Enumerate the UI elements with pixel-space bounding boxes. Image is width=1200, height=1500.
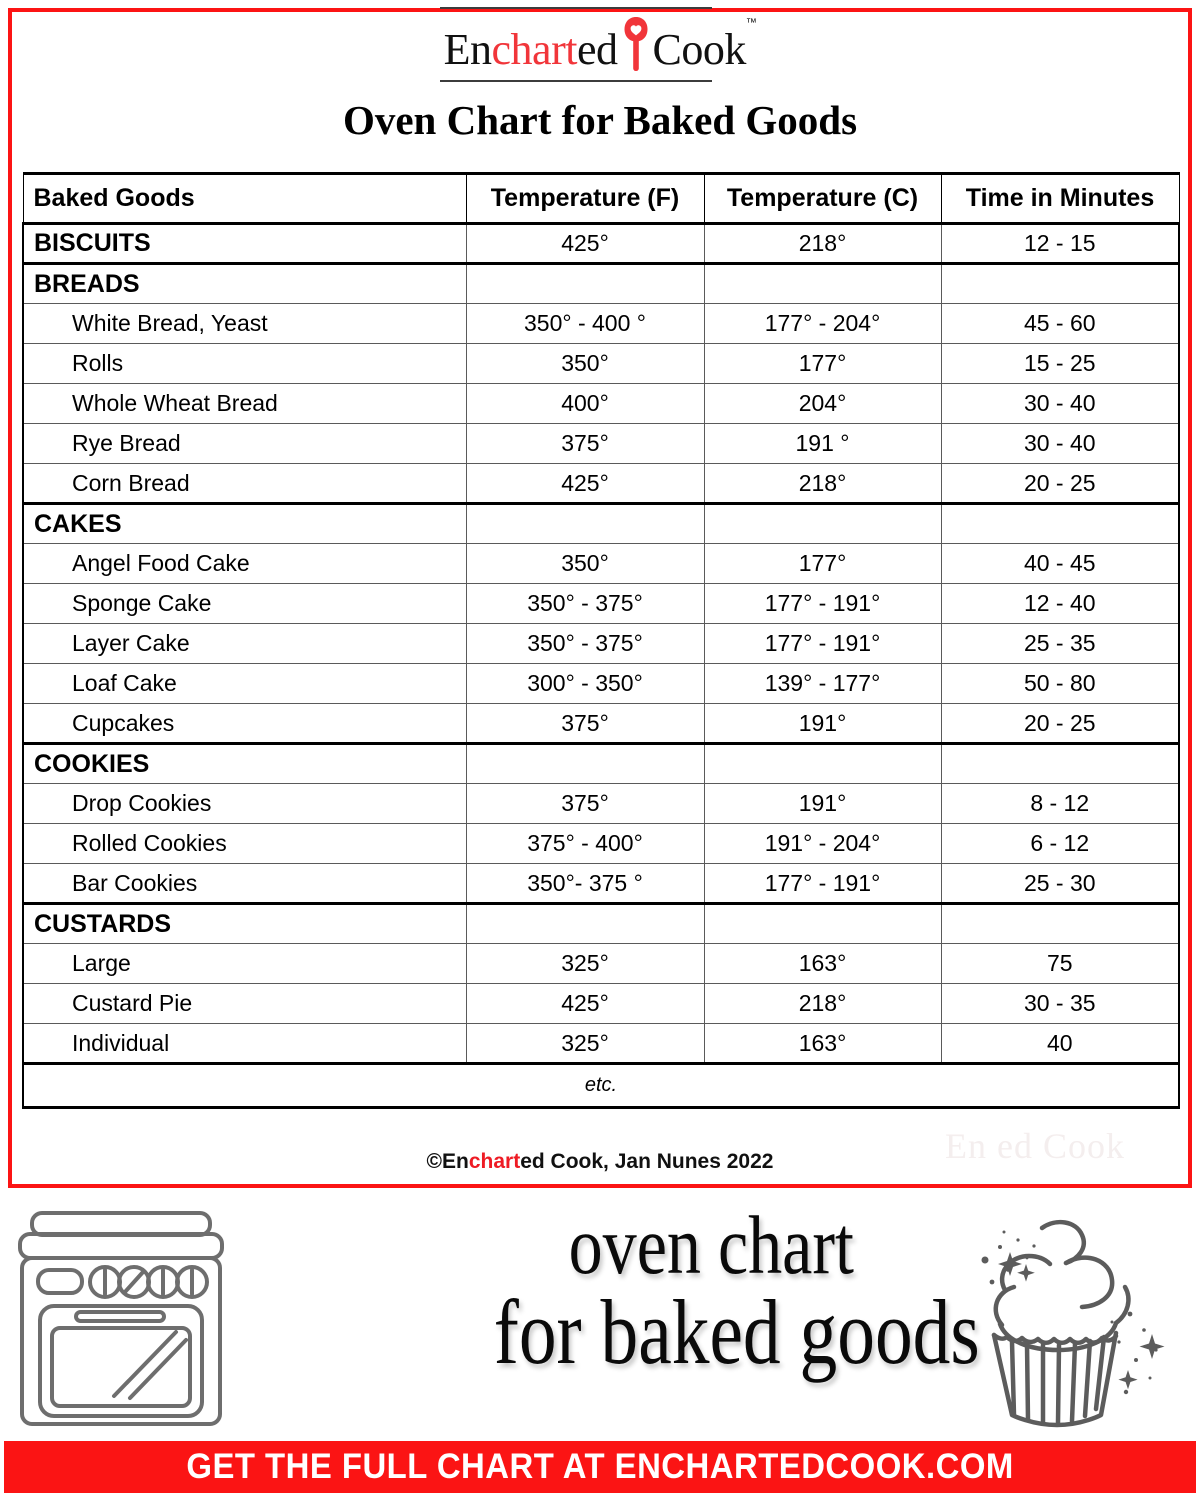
logo-text-ed: ed	[576, 25, 618, 74]
item-label: Individual	[23, 1024, 466, 1064]
item-label: Rolls	[23, 344, 466, 384]
table-row	[23, 944, 1179, 984]
hero-headline-line2: for baked goods	[493, 1281, 980, 1383]
time-value: 12 - 40	[941, 584, 1179, 624]
temp-c-value: 218°	[704, 464, 941, 504]
time-value	[941, 264, 1179, 304]
temp-c-value: 177°	[704, 344, 941, 384]
temp-f-value: 350°	[466, 544, 704, 584]
column-header-baked-goods: Baked Goods	[23, 174, 466, 224]
time-value: 25 - 30	[941, 864, 1179, 904]
oven-icon	[14, 1208, 239, 1430]
item-label: Angel Food Cake	[23, 544, 466, 584]
time-value: 40 - 45	[941, 544, 1179, 584]
temp-f-value: 300° - 350°	[466, 664, 704, 704]
table-row	[23, 984, 1179, 1024]
temp-c-value: 177° - 204°	[704, 304, 941, 344]
time-value: 25 - 35	[941, 624, 1179, 664]
table-row	[23, 504, 1179, 544]
table-row	[23, 704, 1179, 744]
category-label: COOKIES	[23, 744, 466, 784]
logo-rule-bottom	[440, 80, 713, 82]
temp-c-value: 177°	[704, 544, 941, 584]
temp-f-value: 425°	[466, 464, 704, 504]
item-label: Bar Cookies	[23, 864, 466, 904]
time-value	[941, 504, 1179, 544]
oven-chart-table	[22, 172, 1180, 1109]
time-value	[941, 744, 1179, 784]
category-label: CUSTARDS	[23, 904, 466, 944]
temp-c-value	[704, 904, 941, 944]
temp-f-value: 425°	[466, 984, 704, 1024]
temp-f-value: 350°	[466, 344, 704, 384]
time-value: 50 - 80	[941, 664, 1179, 704]
column-header-time: Time in Minutes	[941, 174, 1179, 224]
temp-f-value: 375°	[466, 704, 704, 744]
trademark-symbol: ™	[745, 17, 757, 29]
temp-c-value	[704, 264, 941, 304]
temp-c-value: 177° - 191°	[704, 624, 941, 664]
item-label: Cupcakes	[23, 704, 466, 744]
temp-c-value: 191° - 204°	[704, 824, 941, 864]
item-label: Whole Wheat Bread	[23, 384, 466, 424]
time-value	[941, 904, 1179, 944]
table-row	[23, 624, 1179, 664]
category-label: BISCUITS	[23, 224, 466, 264]
time-value: 30 - 40	[941, 384, 1179, 424]
table-row	[23, 784, 1179, 824]
time-value: 6 - 12	[941, 824, 1179, 864]
temp-c-value: 191°	[704, 784, 941, 824]
time-value: 45 - 60	[941, 304, 1179, 344]
table-row	[23, 1024, 1179, 1064]
temp-c-value: 177° - 191°	[704, 584, 941, 624]
table-row	[23, 544, 1179, 584]
table-row	[23, 384, 1179, 424]
time-value: 20 - 25	[941, 704, 1179, 744]
temp-c-value: 218°	[704, 224, 941, 264]
item-label: Layer Cake	[23, 624, 466, 664]
item-label: White Bread, Yeast	[23, 304, 466, 344]
table-body	[23, 224, 1179, 1108]
temp-c-value: 163°	[704, 1024, 941, 1064]
temp-c-value: 191 °	[704, 424, 941, 464]
footer-note: etc.	[23, 1064, 1179, 1108]
hero-text-block	[220, 1199, 980, 1432]
item-label: Loaf Cake	[23, 664, 466, 704]
temp-f-value: 325°	[466, 944, 704, 984]
item-label: Custard Pie	[23, 984, 466, 1024]
temp-c-value: 191°	[704, 704, 941, 744]
category-label: BREADS	[23, 264, 466, 304]
brand-logo	[0, 16, 1200, 72]
temp-f-value: 375°	[466, 784, 704, 824]
item-label: Corn Bread	[23, 464, 466, 504]
temp-f-value: 350° - 375°	[466, 624, 704, 664]
temp-f-value	[466, 904, 704, 944]
table-row	[23, 424, 1179, 464]
item-label: Drop Cookies	[23, 784, 466, 824]
temp-f-value: 325°	[466, 1024, 704, 1064]
temp-c-value: 204°	[704, 384, 941, 424]
table-footer-row	[23, 1064, 1179, 1108]
logo-text-chart: chart	[491, 25, 577, 74]
item-label: Rolled Cookies	[23, 824, 466, 864]
hero-section	[0, 1196, 1200, 1436]
temp-c-value	[704, 504, 941, 544]
temp-f-value: 350° - 400 °	[466, 304, 704, 344]
column-header-temp-c: Temperature (C)	[704, 174, 941, 224]
item-label: Sponge Cake	[23, 584, 466, 624]
temp-c-value: 139° - 177°	[704, 664, 941, 704]
table-row	[23, 304, 1179, 344]
column-header-temp-f: Temperature (F)	[466, 174, 704, 224]
table-row	[23, 264, 1179, 304]
item-label: Rye Bread	[23, 424, 466, 464]
table-row	[23, 904, 1179, 944]
temp-f-value	[466, 504, 704, 544]
temp-f-value	[466, 264, 704, 304]
temp-c-value: 177° - 191°	[704, 864, 941, 904]
temp-f-value: 400°	[466, 384, 704, 424]
spoon-heart-icon	[621, 16, 651, 72]
copyright-part1: ©En	[426, 1150, 469, 1173]
item-label: Large	[23, 944, 466, 984]
table-header-row	[23, 174, 1179, 224]
time-value: 30 - 35	[941, 984, 1179, 1024]
copyright-part2: ed Cook, Jan Nunes 2022	[520, 1150, 774, 1173]
cta-banner-text: GET THE FULL CHART AT ENCHARTEDCOOK.COM	[186, 1447, 1014, 1486]
cta-banner[interactable]	[4, 1441, 1196, 1493]
time-value: 8 - 12	[941, 784, 1179, 824]
logo-rule-top	[440, 7, 713, 9]
temp-c-value: 163°	[704, 944, 941, 984]
table-row	[23, 744, 1179, 784]
temp-f-value: 425°	[466, 224, 704, 264]
time-value: 15 - 25	[941, 344, 1179, 384]
page-title: Oven Chart for Baked Goods	[342, 97, 858, 143]
time-value: 75	[941, 944, 1179, 984]
temp-f-value: 375° - 400°	[466, 824, 704, 864]
table-row	[23, 344, 1179, 384]
table-row	[23, 824, 1179, 864]
time-value: 12 - 15	[941, 224, 1179, 264]
table-row	[23, 224, 1179, 264]
temp-f-value: 350° - 375°	[466, 584, 704, 624]
copyright-highlight: chart	[468, 1150, 521, 1173]
table-row	[23, 584, 1179, 624]
table-row	[23, 464, 1179, 504]
table-watermark: En ed Cook	[945, 1126, 1125, 1166]
logo-text-cook: Cook	[652, 25, 746, 74]
temp-f-value	[466, 744, 704, 784]
temp-f-value: 350°- 375 °	[466, 864, 704, 904]
table-row	[23, 664, 1179, 704]
hero-headline-line1: oven chart	[568, 1199, 854, 1291]
temp-f-value: 375°	[466, 424, 704, 464]
table-row	[23, 864, 1179, 904]
copyright-line	[0, 1150, 1200, 1174]
cupcake-icon	[930, 1202, 1180, 1432]
time-value: 30 - 40	[941, 424, 1179, 464]
time-value: 20 - 25	[941, 464, 1179, 504]
temp-c-value	[704, 744, 941, 784]
logo-text-en: En	[443, 25, 492, 74]
category-label: CAKES	[23, 504, 466, 544]
time-value: 40	[941, 1024, 1179, 1064]
temp-c-value: 218°	[704, 984, 941, 1024]
